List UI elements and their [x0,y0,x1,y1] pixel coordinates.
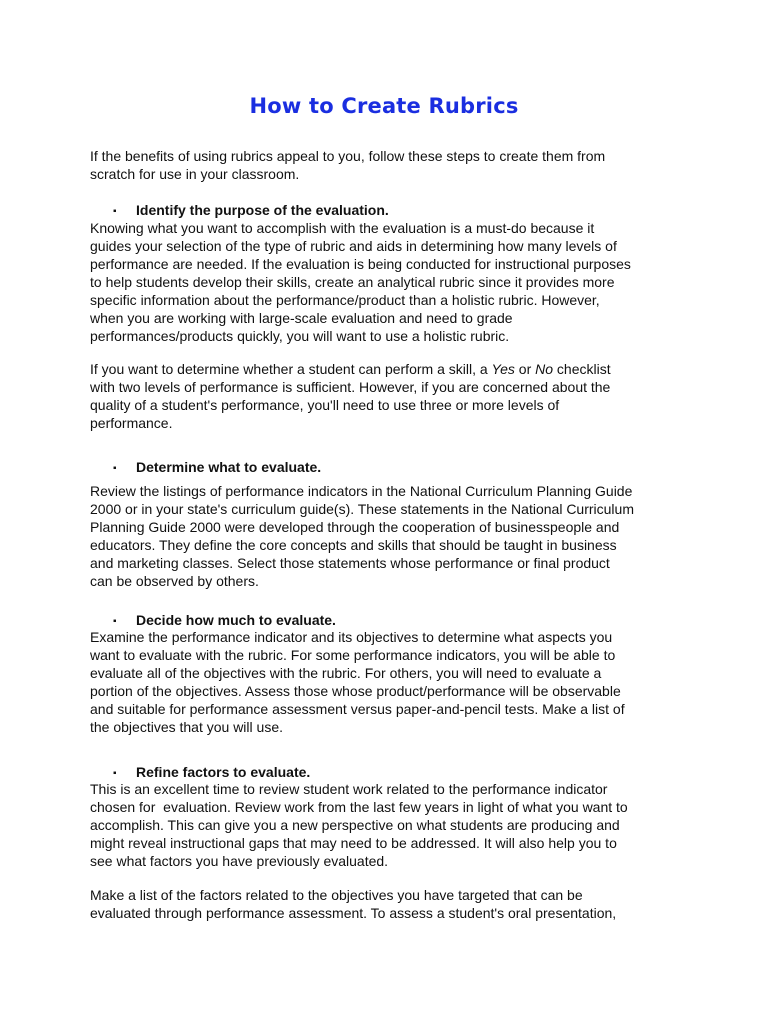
bullet-icon: ▪ [113,206,117,217]
section-heading-refine: ▪ Refine factors to evaluate. [113,763,310,783]
paragraph-refine-1: This is an excellent time to review student work related to the performance indicator chosen for evaluation. Review work from the last few years in light of what you want to accomplish. This can give you a new perspective on what students are producing and might reveal instructional gaps that may need to be addressed. It will also help you to see what factors you have previously evaluated. [90,781,628,869]
paragraph-how-much: Examine the performance indicator and its objectives to determine what aspects you want to evaluate with the rubric. For some performance indicators, you will be able to evaluate all of the objectives with the rubric. For others, you will need to evaluate a portion of the objectives. Assess those whose product/performance will be observable and suitable for performance assessment versus paper-and-pencil tests. Make a list of the objectives that you will use. [90,629,625,735]
section-heading-how-much: ▪ Decide how much to evaluate. [113,611,336,631]
paragraph-purpose-1: Knowing what you want to accomplish with the evaluation is a must-do because it guides your selection of the type of rubric and aids in determining how many levels of performance are needed. If the evaluation is being conducted for instructional purposes to help students develop their skills, create an analytical rubric since it provides more specific information about the performance/product than a holistic rubric. However, when you are working with large-scale evaluation and need to grade performances/products quickly, you will want to use a holistic rubric. [90,220,631,344]
section-heading-what: ▪ Determine what to evaluate. [113,458,321,478]
paragraph-what: Review the listings of performance indicators in the National Curriculum Planning Guide 2000 or in your state's curriculum guide(s). These statements in the National Curriculum Planning Guide 2000 were developed through the cooperation of businesspeople and educators. They define the core concepts and skills that should be taught in business and marketing classes. Select those statements whose performance or final product can be observed by others. [90,483,634,589]
page-title: How to Create Rubrics [249,94,519,118]
bullet-icon: ▪ [113,616,117,627]
bullet-icon: ▪ [113,463,117,474]
intro-paragraph: If the benefits of using rubrics appeal to you, follow these steps to create them from scratch for use in your classroom. [90,148,606,182]
bullet-icon: ▪ [113,768,117,779]
paragraph-refine-2: Make a list of the factors related to the objectives you have targeted that can be evaluated through performance assessment. To assess a student's oral presentation, [90,887,617,921]
section-heading-purpose: ▪ Identify the purpose of the evaluation. [113,201,389,221]
paragraph-purpose-2: If you want to determine whether a student can perform a skill, a Yes or No checklist with two levels of performance is sufficient. However, if you are concerned about the quality of a student's performance, you'll need to use three or more levels of performance. [90,361,611,431]
